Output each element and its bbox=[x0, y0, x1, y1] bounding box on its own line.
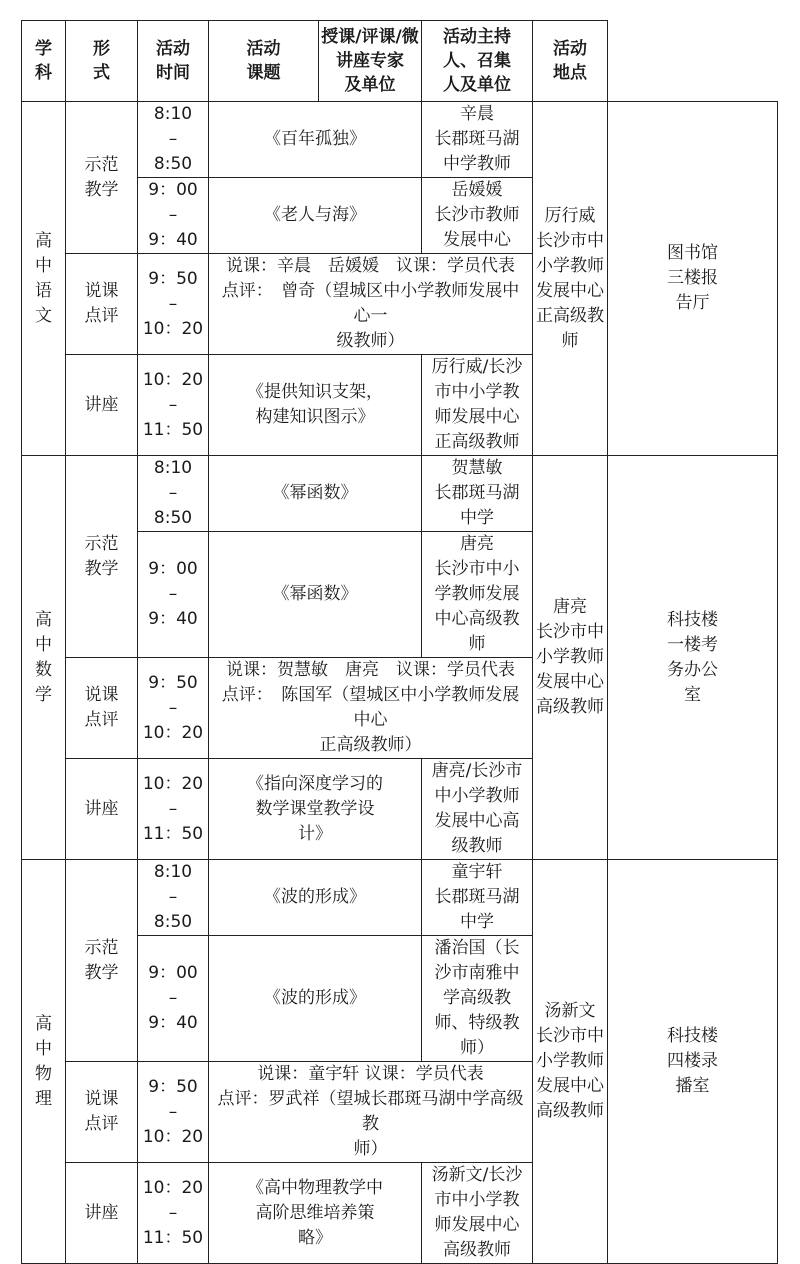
host-cell: 唐亮 长沙市中 小学教师 发展中心 高级教师 bbox=[533, 456, 608, 860]
time-cell: 9：00 – 9：40 bbox=[138, 178, 209, 254]
expert-cell: 唐亮 长沙市中小学教师发展 中心高级教师 bbox=[422, 532, 533, 658]
topic-cell: 《百年孤独》 bbox=[209, 102, 422, 178]
expert-cell: 辛晨 长郡斑马湖中学教师 bbox=[422, 102, 533, 178]
expert-cell: 汤新文/长沙市中小学教 师发展中心高级教师 bbox=[422, 1163, 533, 1264]
time-cell: 8:10 – 8:50 bbox=[138, 102, 209, 178]
table-row bbox=[22, 456, 778, 532]
location-cell: 科技楼 四楼录 播室 bbox=[608, 860, 778, 1264]
header-topic: 活动 课题 bbox=[209, 21, 319, 102]
topic-cell: 《老人与海》 bbox=[209, 178, 422, 254]
header-time: 活动 时间 bbox=[138, 21, 209, 102]
time-cell: 9：00 – 9：40 bbox=[138, 532, 209, 658]
header-subject: 学 科 bbox=[22, 21, 66, 102]
table-row bbox=[22, 102, 778, 178]
time-cell: 9：50 – 10：20 bbox=[138, 254, 209, 355]
topic-cell: 《波的形成》 bbox=[209, 936, 422, 1062]
time-cell: 10：20 – 11：50 bbox=[138, 355, 209, 456]
form-cell-demo: 示范 教学 bbox=[66, 456, 138, 658]
schedule-table bbox=[21, 20, 778, 1264]
location-cell: 图书馆 三楼报 告厅 bbox=[608, 102, 778, 456]
time-cell: 9：50 – 10：20 bbox=[138, 658, 209, 759]
expert-cell: 童宇轩 长郡斑马湖中学 bbox=[422, 860, 533, 936]
header-host: 活动主持 人、召集 人及单位 bbox=[422, 21, 533, 102]
time-cell: 8:10 – 8:50 bbox=[138, 456, 209, 532]
header-expert: 授课/评课/微讲座专家 及单位 bbox=[319, 21, 422, 102]
subject-cell: 高 中 数 学 bbox=[22, 456, 66, 860]
location-cell: 科技楼 一楼考 务办公 室 bbox=[608, 456, 778, 860]
topic-cell: 《提供知识支架， 构建知识图示》 bbox=[209, 355, 422, 456]
schedule-table-wrapper bbox=[21, 20, 778, 1264]
form-cell-comment: 说课 点评 bbox=[66, 254, 138, 355]
topic-cell: 《指向深度学习的 数学课堂教学设 计》 bbox=[209, 759, 422, 860]
table-row bbox=[22, 860, 778, 936]
form-cell-demo: 示范 教学 bbox=[66, 102, 138, 254]
host-cell: 厉行威 长沙市中 小学教师 发展中心 正高级教 师 bbox=[533, 102, 608, 456]
form-cell-comment: 说课 点评 bbox=[66, 658, 138, 759]
merged-comment-cell: 说课：辛晨 岳媛媛 议课：学员代表 点评： 曾奇（望城区中小学教师发展中心一 级教师） bbox=[209, 254, 533, 355]
expert-cell: 唐亮/长沙市中小学教师 发展中心高级教师 bbox=[422, 759, 533, 860]
time-cell: 9：50 – 10：20 bbox=[138, 1062, 209, 1163]
merged-comment-cell: 说课：童宇轩 议课：学员代表 点评：罗武祥（望城长郡斑马湖中学高级教 师） bbox=[209, 1062, 533, 1163]
form-cell-lecture: 讲座 bbox=[66, 1163, 138, 1264]
subject-cell: 高 中 语 文 bbox=[22, 102, 66, 456]
time-cell: 10：20 – 11：50 bbox=[138, 759, 209, 860]
form-cell-lecture: 讲座 bbox=[66, 355, 138, 456]
expert-cell: 贺慧敏 长郡斑马湖中学 bbox=[422, 456, 533, 532]
topic-cell: 《幂函数》 bbox=[209, 456, 422, 532]
header-form: 形 式 bbox=[66, 21, 138, 102]
merged-comment-cell: 说课：贺慧敏 唐亮 议课：学员代表 点评： 陈国军（望城区中小学教师发展中心 正高级教师） bbox=[209, 658, 533, 759]
expert-cell: 潘治国（长沙市南雅中 学高级教师、特级教 师） bbox=[422, 936, 533, 1062]
expert-cell: 厉行威/长沙市中小学教 师发展中心正高级教师 bbox=[422, 355, 533, 456]
expert-cell: 岳媛媛 长沙市教师发展中心 bbox=[422, 178, 533, 254]
topic-cell: 《波的形成》 bbox=[209, 860, 422, 936]
topic-cell: 《高中物理教学中 高阶思维培养策 略》 bbox=[209, 1163, 422, 1264]
host-cell: 汤新文 长沙市中 小学教师 发展中心 高级教师 bbox=[533, 860, 608, 1264]
header-row bbox=[22, 21, 778, 102]
subject-cell: 高 中 物 理 bbox=[22, 860, 66, 1264]
form-cell-lecture: 讲座 bbox=[66, 759, 138, 860]
header-location: 活动 地点 bbox=[533, 21, 608, 102]
time-cell: 8:10 – 8:50 bbox=[138, 860, 209, 936]
topic-cell: 《幂函数》 bbox=[209, 532, 422, 658]
form-cell-demo: 示范 教学 bbox=[66, 860, 138, 1062]
time-cell: 9：00 – 9：40 bbox=[138, 936, 209, 1062]
form-cell-comment: 说课 点评 bbox=[66, 1062, 138, 1163]
time-cell: 10：20 – 11：50 bbox=[138, 1163, 209, 1264]
